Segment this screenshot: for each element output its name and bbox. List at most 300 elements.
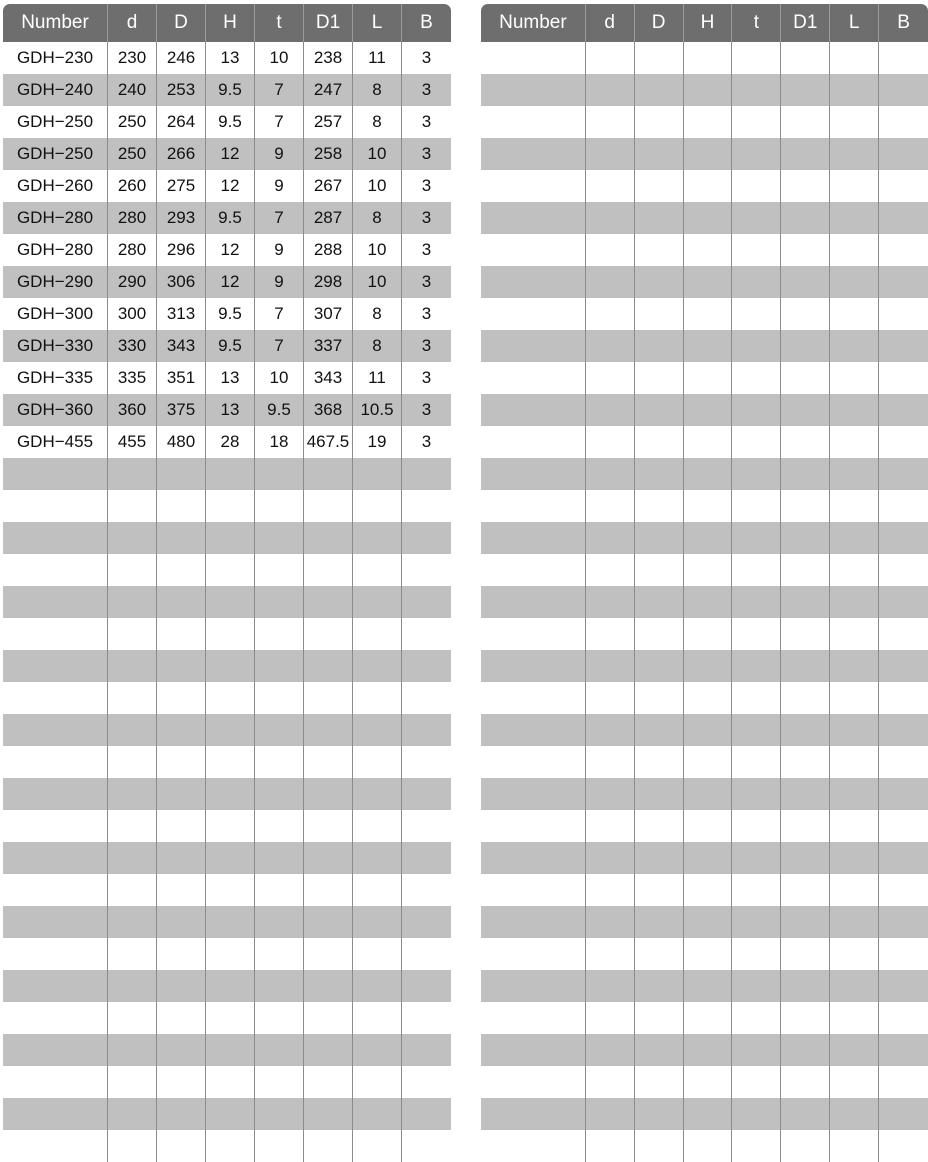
table-cell <box>401 1034 451 1066</box>
table-cell: 10 <box>352 266 401 298</box>
table-cell: 19 <box>352 426 401 458</box>
cell-number <box>481 490 585 522</box>
header-number: Number <box>21 12 89 33</box>
cell-number <box>3 714 107 746</box>
table-cell <box>585 1002 634 1034</box>
table-cell <box>829 554 878 586</box>
table-cell <box>829 746 878 778</box>
cell-number <box>3 842 107 874</box>
table-cell <box>107 746 156 778</box>
table-row <box>481 650 928 682</box>
table-cell: 250 <box>107 138 156 170</box>
table-cell: 7 <box>254 74 303 106</box>
cell-number <box>3 778 107 810</box>
table-row <box>481 362 928 394</box>
table-cell <box>585 458 634 490</box>
header-B: B <box>401 4 451 42</box>
table-row <box>481 522 928 554</box>
table-cell <box>829 426 878 458</box>
table-cell <box>352 554 401 586</box>
table-cell: 480 <box>156 426 205 458</box>
cell-number <box>481 138 585 170</box>
table-cell: 266 <box>156 138 205 170</box>
table-cell <box>205 746 254 778</box>
table-cell <box>731 842 780 874</box>
table-cell <box>585 650 634 682</box>
table-cell <box>352 842 401 874</box>
table-cell <box>352 1002 401 1034</box>
cell-number: GDH−455 <box>16 432 94 451</box>
table-cell <box>780 298 829 330</box>
table-cell <box>303 650 352 682</box>
table-cell: 3 <box>401 298 451 330</box>
table-cell <box>254 682 303 714</box>
table-cell <box>254 906 303 938</box>
table-cell <box>780 970 829 1002</box>
table-cell <box>683 42 732 74</box>
table-row <box>3 810 451 842</box>
table-cell: 230 <box>107 42 156 74</box>
table-cell <box>683 74 732 106</box>
header-L: L <box>829 4 878 42</box>
table-cell: 267 <box>303 170 352 202</box>
table-cell <box>683 330 732 362</box>
table-cell <box>156 1066 205 1098</box>
cell-number <box>481 202 585 234</box>
table-cell <box>683 874 732 906</box>
table-cell <box>878 778 928 810</box>
table-cell <box>585 522 634 554</box>
table-cell <box>634 42 683 74</box>
table-cell <box>683 618 732 650</box>
table-cell <box>780 810 829 842</box>
header-H: H <box>683 4 732 42</box>
cell-number <box>481 1098 585 1130</box>
table-cell <box>107 906 156 938</box>
spec-table-right <box>481 4 928 1162</box>
table-cell: 280 <box>107 202 156 234</box>
table-cell <box>401 906 451 938</box>
table-cell: 275 <box>156 170 205 202</box>
table-row <box>3 970 451 1002</box>
table-cell <box>780 842 829 874</box>
table-cell <box>683 746 732 778</box>
table-row <box>481 490 928 522</box>
table-row <box>3 362 451 394</box>
table-cell <box>683 234 732 266</box>
table-cell <box>780 106 829 138</box>
table-cell <box>156 970 205 1002</box>
table-cell <box>585 42 634 74</box>
cell-number <box>481 170 585 202</box>
table-cell: 9.5 <box>205 74 254 106</box>
table-cell <box>683 298 732 330</box>
table-cell <box>683 842 732 874</box>
table-cell <box>107 938 156 970</box>
cell-number <box>3 586 107 618</box>
table-cell <box>878 266 928 298</box>
table-cell <box>254 778 303 810</box>
table-cell <box>401 1098 451 1130</box>
table-cell <box>156 1098 205 1130</box>
table-cell <box>254 874 303 906</box>
table-cell <box>731 1034 780 1066</box>
table-cell <box>731 426 780 458</box>
table-cell <box>585 1098 634 1130</box>
table-row <box>3 650 451 682</box>
table-row <box>3 778 451 810</box>
table-cell <box>683 970 732 1002</box>
table-row <box>3 138 451 170</box>
table-cell <box>634 746 683 778</box>
cell-number <box>3 1098 107 1130</box>
table-cell <box>205 906 254 938</box>
table-cell: 9.5 <box>254 394 303 426</box>
table-cell <box>585 330 634 362</box>
header-d: d <box>107 4 156 42</box>
table-cell <box>254 1034 303 1066</box>
table-cell: 3 <box>401 170 451 202</box>
cell-number <box>481 586 585 618</box>
header-t: t <box>254 4 303 42</box>
table-cell <box>303 586 352 618</box>
table-row <box>3 1098 451 1130</box>
table-cell <box>303 490 352 522</box>
table-cell <box>352 1098 401 1130</box>
table-row <box>3 170 451 202</box>
table-cell <box>878 234 928 266</box>
table-cell: 7 <box>254 330 303 362</box>
cell-number: GDH−240 <box>16 80 94 99</box>
table-cell <box>352 522 401 554</box>
table-cell <box>401 1002 451 1034</box>
table-cell <box>634 298 683 330</box>
table-row <box>481 458 928 490</box>
table-cell: 9.5 <box>205 106 254 138</box>
table-row <box>3 586 451 618</box>
table-cell <box>205 522 254 554</box>
table-cell: 257 <box>303 106 352 138</box>
table-cell <box>878 714 928 746</box>
table-cell <box>156 714 205 746</box>
table-cell <box>254 490 303 522</box>
cell-number <box>481 458 585 490</box>
table-cell <box>829 714 878 746</box>
table-cell <box>634 330 683 362</box>
table-cell: 9.5 <box>205 202 254 234</box>
table-cell <box>585 202 634 234</box>
table-row <box>3 746 451 778</box>
table-cell <box>585 874 634 906</box>
cell-number <box>481 426 585 458</box>
table-cell <box>205 1098 254 1130</box>
table-cell <box>878 394 928 426</box>
table-cell <box>303 1098 352 1130</box>
spec-table-left <box>3 4 451 1162</box>
table-row <box>3 1034 451 1066</box>
table-cell <box>585 1034 634 1066</box>
table-cell: 3 <box>401 394 451 426</box>
table-cell <box>780 1130 829 1162</box>
table-cell <box>829 618 878 650</box>
table-cell: 3 <box>401 42 451 74</box>
cell-number: GDH−230 <box>16 48 94 67</box>
table-cell <box>303 554 352 586</box>
table-cell <box>585 426 634 458</box>
cell-number: GDH−250 <box>16 144 94 163</box>
table-cell <box>205 714 254 746</box>
table-cell <box>107 554 156 586</box>
table-cell <box>352 778 401 810</box>
table-row <box>481 330 928 362</box>
table-cell: 9 <box>254 266 303 298</box>
table-cell <box>829 1034 878 1066</box>
table-cell <box>401 746 451 778</box>
table-cell <box>731 490 780 522</box>
table-cell: 3 <box>401 330 451 362</box>
table-cell <box>401 938 451 970</box>
table-cell: 10 <box>352 234 401 266</box>
table-row <box>3 42 451 74</box>
table-row <box>481 1066 928 1098</box>
table-cell <box>780 778 829 810</box>
table-cell <box>254 1130 303 1162</box>
table-cell <box>254 842 303 874</box>
cell-number <box>481 1130 585 1162</box>
table-cell <box>829 1130 878 1162</box>
table-cell <box>683 810 732 842</box>
table-cell: 253 <box>156 74 205 106</box>
table-cell <box>878 138 928 170</box>
table-cell: 10 <box>254 42 303 74</box>
table-cell: 11 <box>352 42 401 74</box>
table-cell: 343 <box>303 362 352 394</box>
table-cell <box>878 970 928 1002</box>
cell-number <box>481 234 585 266</box>
table-row <box>3 234 451 266</box>
table-cell <box>731 1066 780 1098</box>
table-cell <box>156 1130 205 1162</box>
table-cell <box>683 458 732 490</box>
table-row <box>3 842 451 874</box>
table-cell <box>254 554 303 586</box>
cell-number <box>481 970 585 1002</box>
cell-number: GDH−280 <box>16 240 94 259</box>
table-cell <box>205 778 254 810</box>
table-cell: 12 <box>205 234 254 266</box>
table-cell <box>878 74 928 106</box>
table-cell: 260 <box>107 170 156 202</box>
cell-number: GDH−360 <box>16 400 94 419</box>
table-cell <box>878 746 928 778</box>
table-cell <box>254 618 303 650</box>
cell-number <box>3 618 107 650</box>
table-cell <box>352 490 401 522</box>
table-cell <box>156 1002 205 1034</box>
table-cell <box>205 490 254 522</box>
table-cell <box>352 682 401 714</box>
table-cell: 360 <box>107 394 156 426</box>
table-cell <box>205 458 254 490</box>
table-cell <box>585 490 634 522</box>
table-cell <box>352 938 401 970</box>
table-cell <box>634 1034 683 1066</box>
table-cell <box>634 234 683 266</box>
table-cell <box>780 554 829 586</box>
table-cell <box>352 618 401 650</box>
table-cell <box>878 1098 928 1130</box>
header-L: L <box>352 4 401 42</box>
table-header-right <box>481 4 928 42</box>
table-cell <box>634 106 683 138</box>
table-cell <box>829 970 878 1002</box>
table-cell: 3 <box>401 362 451 394</box>
table-cell <box>829 394 878 426</box>
table-cell <box>683 522 732 554</box>
header-D: D <box>634 4 683 42</box>
table-cell <box>731 938 780 970</box>
table-cell <box>401 522 451 554</box>
header-D1: D1 <box>780 4 829 42</box>
table-cell <box>352 1066 401 1098</box>
table-cell <box>156 906 205 938</box>
table-cell: 12 <box>205 266 254 298</box>
table-cell <box>107 714 156 746</box>
table-cell <box>634 778 683 810</box>
table-cell <box>780 906 829 938</box>
table-cell <box>156 874 205 906</box>
table-cell <box>829 778 878 810</box>
cell-number <box>3 1002 107 1034</box>
table-cell <box>780 1034 829 1066</box>
table-cell <box>205 1066 254 1098</box>
table-cell <box>254 522 303 554</box>
table-cell <box>780 330 829 362</box>
table-cell <box>683 490 732 522</box>
cell-number: GDH−260 <box>16 176 94 195</box>
table-cell <box>585 842 634 874</box>
table-cell <box>731 266 780 298</box>
table-cell <box>683 1066 732 1098</box>
table-cell <box>156 746 205 778</box>
table-cell: 313 <box>156 298 205 330</box>
table-cell <box>780 618 829 650</box>
table-cell <box>829 842 878 874</box>
table-cell <box>585 938 634 970</box>
table-cell <box>829 458 878 490</box>
table-cell <box>585 682 634 714</box>
table-cell <box>352 1130 401 1162</box>
table-cell <box>107 1002 156 1034</box>
table-cell <box>829 906 878 938</box>
table-cell: 10 <box>352 170 401 202</box>
table-cell <box>780 1066 829 1098</box>
table-row <box>481 970 928 1002</box>
table-cell <box>634 362 683 394</box>
table-cell <box>401 1066 451 1098</box>
table-cell <box>585 778 634 810</box>
table-cell <box>731 682 780 714</box>
header-D: D <box>156 4 205 42</box>
table-cell <box>829 298 878 330</box>
table-cell <box>585 554 634 586</box>
table-cell <box>731 170 780 202</box>
table-cell <box>303 1034 352 1066</box>
cell-number <box>3 522 107 554</box>
table-cell <box>634 682 683 714</box>
cell-number <box>481 810 585 842</box>
table-cell: 3 <box>401 234 451 266</box>
table-cell: 11 <box>352 362 401 394</box>
table-cell <box>731 106 780 138</box>
table-cell <box>254 746 303 778</box>
table-cell <box>401 458 451 490</box>
table-cell <box>401 1130 451 1162</box>
table-cell <box>829 138 878 170</box>
table-cell <box>829 490 878 522</box>
table-cell <box>731 330 780 362</box>
table-cell: 9 <box>254 170 303 202</box>
table-row <box>481 842 928 874</box>
cell-number <box>481 42 585 74</box>
table-cell <box>254 1066 303 1098</box>
cell-number <box>481 298 585 330</box>
table-cell <box>156 554 205 586</box>
table-cell <box>254 970 303 1002</box>
table-cell <box>731 298 780 330</box>
table-cell <box>585 266 634 298</box>
table-cell <box>780 362 829 394</box>
cell-number <box>481 650 585 682</box>
cell-number <box>3 1130 107 1162</box>
table-cell <box>829 938 878 970</box>
table-cell <box>829 650 878 682</box>
table-cell <box>585 234 634 266</box>
table-cell <box>878 810 928 842</box>
table-cell: 246 <box>156 42 205 74</box>
table-cell <box>731 138 780 170</box>
table-cell <box>303 970 352 1002</box>
table-cell <box>878 490 928 522</box>
table-cell <box>303 874 352 906</box>
table-row <box>3 618 451 650</box>
table-cell <box>352 906 401 938</box>
table-cell <box>683 266 732 298</box>
table-row <box>3 1002 451 1034</box>
cell-number <box>3 810 107 842</box>
table-row <box>3 458 451 490</box>
table-cell: 330 <box>107 330 156 362</box>
table-cell <box>156 618 205 650</box>
table-cell <box>634 266 683 298</box>
table-cell <box>107 842 156 874</box>
table-cell <box>683 1002 732 1034</box>
table-cell <box>205 874 254 906</box>
table-row <box>3 266 451 298</box>
table-cell: 12 <box>205 138 254 170</box>
cell-number <box>3 1066 107 1098</box>
table-cell <box>731 970 780 1002</box>
table-cell <box>156 938 205 970</box>
table-cell <box>829 42 878 74</box>
table-cell: 3 <box>401 74 451 106</box>
table-cell <box>878 1130 928 1162</box>
table-cell <box>205 618 254 650</box>
table-cell <box>731 1098 780 1130</box>
table-cell <box>254 1098 303 1130</box>
table-header-left <box>3 4 451 42</box>
table-cell <box>683 106 732 138</box>
